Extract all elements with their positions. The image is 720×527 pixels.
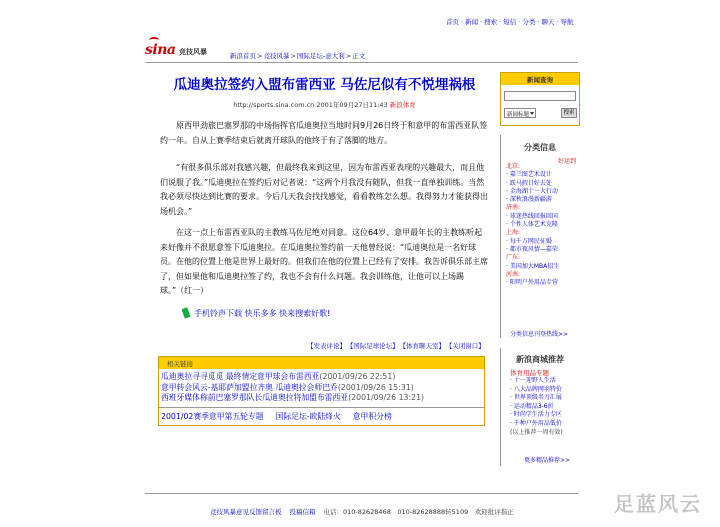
standings-link[interactable]: 意甲积分榜 <box>352 411 392 421</box>
mall-link[interactable]: · 世界顶级名刀汇展 <box>510 394 562 401</box>
list-item <box>161 393 482 404</box>
list-item <box>506 213 559 221</box>
list-item: 上海: <box>506 229 521 237</box>
classified-link[interactable]: · 球迷热线回报回国 <box>506 213 558 220</box>
mall-box <box>500 348 580 466</box>
breadcrumb-italy[interactable]: 国际足坛-意大利 <box>296 52 345 60</box>
article-tools <box>303 341 485 350</box>
channel-name: 竞技风暴 <box>179 48 207 56</box>
list-item: 北京: <box>506 163 521 170</box>
search-type-select[interactable]: 新闻标题 <box>504 108 536 118</box>
list-item <box>506 188 559 196</box>
breadcrumb: 新浪首页>竞技风暴>国际足坛-意大利>正文 <box>230 52 366 60</box>
nav-search[interactable]: 搜索 <box>484 18 498 26</box>
classified-link[interactable]: · 阳明户外用品专营 <box>506 279 558 286</box>
list-item <box>510 411 563 420</box>
list-item: 河南: <box>506 270 521 278</box>
list-item <box>510 377 563 386</box>
news-search-header: 新闻查询 <box>501 73 579 85</box>
related-date: (2001/09/26 15:31) <box>337 382 414 392</box>
classified-link[interactable]: · 跃马假日好去处 <box>506 180 552 187</box>
mall-more-link[interactable]: 更多精品推荐>> <box>524 457 571 464</box>
ringtone-promo[interactable] <box>183 308 330 319</box>
article-paragraph-3: 在这一点上布雷西亚队的主教练马佐尼绝对同意。这位64岁、意甲最年长的主教练听起来好像并不很愿意签下瓜迪奥拉。在瓜迪奥拉签约前一天他曾经说：“瓜迪奥拉是一名好球员。在他的位置上他是世界上最好的。但我们在他的位置上已经有了安排。我告诉俱乐部主席了，但如果他和瓜迪奥拉签了约，我也不会有什么问题。我会训练他，让他可以上场踢球。”（红一） <box>160 228 488 295</box>
list-item <box>510 420 563 429</box>
meta-source: 新浪体育 <box>389 101 416 109</box>
news-search-box <box>500 72 580 126</box>
nav-home[interactable]: 首页 <box>446 18 459 26</box>
header-divider <box>145 62 578 63</box>
nav-sms[interactable]: 短信 <box>503 18 517 26</box>
classified-hot-link[interactable]: 好运到 <box>557 158 576 165</box>
top-nav: 首页 · 新闻 · 搜索 · 短信 · 分类 · 聊天 · 导航 <box>446 18 574 26</box>
logo-text: sina <box>145 42 176 58</box>
nav-classified[interactable]: 分类 <box>522 18 536 26</box>
list-item <box>506 238 559 246</box>
list-item <box>506 171 559 179</box>
classified-more-link[interactable]: 分类信息刊登热线>> <box>510 331 569 338</box>
list-item: 济南: <box>506 204 521 212</box>
list-item <box>161 372 482 383</box>
classified-link[interactable]: · 美国加大MBA招生 <box>506 263 559 270</box>
europe-link[interactable]: 国际足坛-欧陆烽火 <box>275 411 341 421</box>
mall-link[interactable]: · 八大品牌网羽特价 <box>510 386 562 393</box>
classified-link[interactable]: · 金海湖十一大行动 <box>506 188 558 195</box>
classified-link[interactable]: · 每千万网民征婚 <box>506 238 552 245</box>
mall-link[interactable]: · 十一迎野人生活 <box>510 377 556 384</box>
mall-link[interactable]: · 运动精品3-6折 <box>510 403 554 410</box>
classified-link[interactable]: · 个性人体艺术克隆 <box>506 221 558 228</box>
list-item <box>506 263 559 271</box>
list-item: (以上推荐一周有效) <box>510 428 563 436</box>
related-extra <box>159 407 484 425</box>
breadcrumb-sports[interactable]: 竞技风暴 <box>263 52 290 60</box>
mall-link[interactable]: · 时尚学生活力专区 <box>510 411 562 418</box>
round5-link[interactable]: 2001/02赛季意甲第五轮专题 <box>161 411 264 421</box>
list-item <box>506 279 559 287</box>
mall-list <box>510 377 563 437</box>
footer <box>210 507 514 516</box>
ringtone-link[interactable]: 手机铃声下载 快乐多多 快来搜索好歌! <box>194 309 331 318</box>
close-window-link[interactable]: 【关闭窗口】 <box>449 342 485 350</box>
sina-logo[interactable] <box>145 40 223 60</box>
nav-guide[interactable]: 导航 <box>560 18 574 26</box>
chatroom-link[interactable]: 【体育聊天室】 <box>402 342 445 350</box>
related-link[interactable]: 瓜迪奥拉寻寻觅觅 最终情定意甲球会布雷西亚 <box>161 372 320 381</box>
chevron-down-icon <box>530 112 534 115</box>
classified-list <box>506 163 559 287</box>
list-item <box>506 180 559 188</box>
nav-news[interactable]: 新闻 <box>465 18 479 26</box>
classified-box <box>500 135 580 338</box>
list-item <box>161 383 482 394</box>
footer-phone: 电话：010-82628468 010-82628888转5109 欢迎批评指正 <box>323 508 514 516</box>
comment-link[interactable]: 【发表评论】 <box>307 342 346 350</box>
watermark: 足蓝风云 <box>614 492 702 516</box>
search-input[interactable] <box>504 91 576 101</box>
classified-header: 分类信息 <box>524 143 556 152</box>
meta-url: http://sports.sina.com.cn <box>233 101 315 109</box>
list-item: 广东: <box>506 254 521 262</box>
mall-category-link[interactable]: 体育用品专题 <box>510 369 549 377</box>
related-header: 相关链接 <box>159 357 484 369</box>
nav-chat[interactable]: 聊天 <box>541 18 555 26</box>
related-date: (2001/09/26 13:21) <box>348 393 425 402</box>
article-paragraph-2: “有很多俱乐部对我感兴趣，但最终我来到这里，因为布雷西亚表现的兴趣最大，而且他们说服了我。”瓜迪奥拉在签约后对记者说：“这两个月我没有随队，但我一直单独训练。当然我必须尽快达到比赛的要求。今后几天我会找找感觉，看看教练怎么想。我得努力才能获得出场机会。” <box>160 163 488 216</box>
classified-link[interactable]: · 都市夜风情—嘉荣 <box>506 246 558 253</box>
footer-divider <box>145 493 578 494</box>
submit-link[interactable]: 投稿信箱 <box>289 508 316 516</box>
classified-link[interactable]: · 深秋浪漫新疆游 <box>506 196 552 203</box>
list-item <box>510 386 563 395</box>
feedback-link[interactable]: 竞技风暴意见反馈留言板 <box>210 508 282 516</box>
mall-header: 新浪商城推荐 <box>516 355 564 364</box>
related-date: (2001/09/26 22:51) <box>319 372 396 381</box>
article-title: 瓜迪奥拉签约入盟布雷西亚 马佐尼似有不悦埋祸根 <box>173 77 476 93</box>
list-item <box>510 394 563 403</box>
phone-icon <box>181 307 190 318</box>
breadcrumb-home[interactable]: 新浪首页 <box>230 52 256 60</box>
meta-date: 2001年09月27日11:43 <box>316 101 388 109</box>
forum-link[interactable]: 【国际足球论坛】 <box>350 342 399 350</box>
classified-link[interactable]: · 嘉兰图艺术设计 <box>506 171 552 178</box>
mall-link[interactable]: · 千种户外用品低价 <box>510 420 562 427</box>
related-links <box>158 356 485 426</box>
breadcrumb-article[interactable]: 正文 <box>352 52 366 60</box>
related-link[interactable]: 西班牙媒体称前巴塞罗那队长瓜迪奥拉将加盟布雷西亚 <box>161 393 349 402</box>
search-button[interactable]: 搜索 <box>561 108 577 118</box>
article-meta <box>152 100 497 109</box>
related-link[interactable]: 意甲转会风云-基耶萨加盟拉齐奥 瓜迪奥拉会师巴乔 <box>161 382 338 392</box>
article-paragraph-1: 原西甲劲旅巴塞罗那的中场指挥官瓜迪奥拉当地时间9月26日终于和意甲的布雷西亚队签约一年。自从上赛季结束后就离开球队的他终于有了落脚的地方。 <box>160 121 488 145</box>
